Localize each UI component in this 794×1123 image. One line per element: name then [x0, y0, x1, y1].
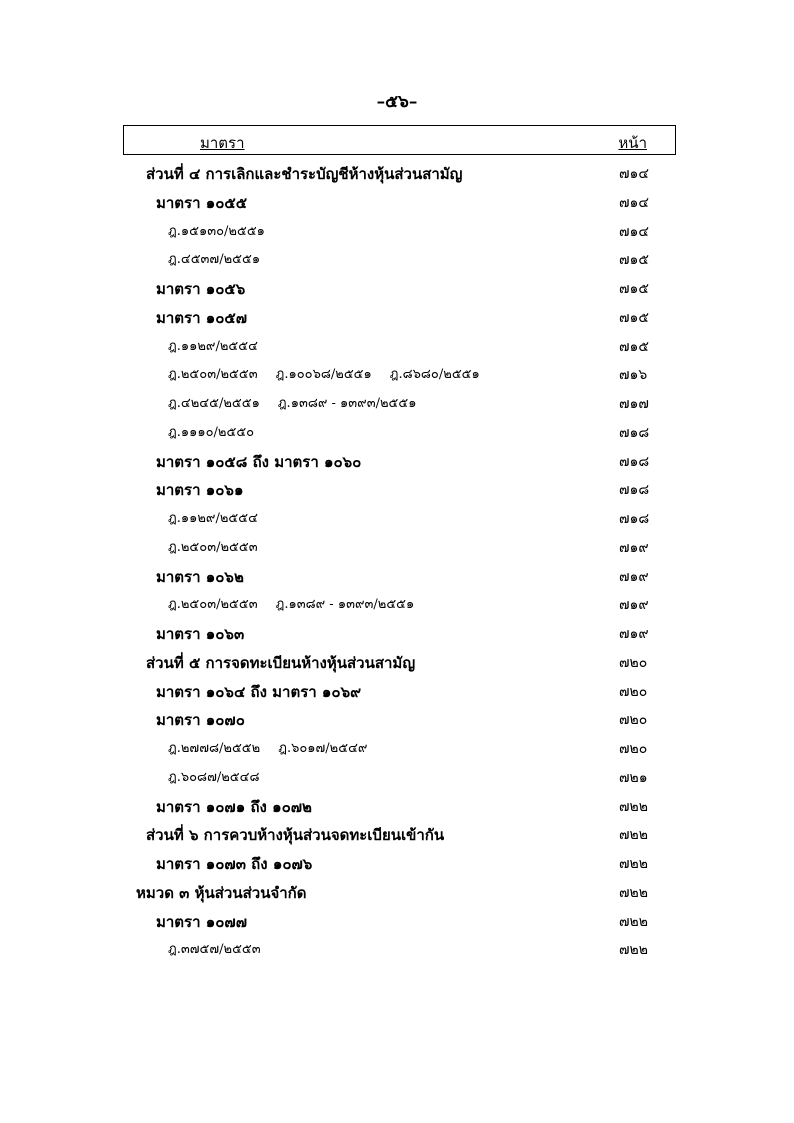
toc-row [0, 536, 794, 560]
toc-entry-label [146, 651, 415, 675]
toc-row [0, 162, 794, 186]
toc-row [0, 306, 794, 330]
toc-entry-label [156, 306, 247, 330]
toc-page-number: ๗๒๐ [619, 741, 648, 757]
toc-page-number: ๗๑๕ [619, 309, 650, 326]
toc-entry-part: มาตรา ๑๐๗๑ ถึง ๑๐๗๒ [156, 797, 312, 816]
toc-page-number: ๗๑๘ [619, 511, 650, 527]
toc-entry-part: ฎ.๑๐๐๖๘/๒๕๕๑ [275, 367, 372, 383]
toc-row [0, 881, 794, 905]
toc-page-number: ๗๑๙ [619, 568, 649, 585]
toc-entry-label [168, 335, 258, 359]
toc-entry-label [146, 162, 462, 186]
toc-row [0, 220, 794, 244]
toc-entry-part: ฎ.๒๗๗๘/๒๕๕๒ [168, 741, 261, 756]
toc-entry-part: ฎ.๖๐๘๗/๒๕๔๘ [168, 769, 260, 785]
toc-row [0, 708, 794, 732]
toc-entry-label [156, 910, 247, 934]
toc-page-number: ๗๑๔ [619, 166, 650, 182]
toc-entry-part: ส่วนที่ ๖ การควบห้างหุ้นส่วนจดทะเบียนเข้ากัน [146, 826, 445, 845]
toc-entry-part: ฎ.๑๑๒๙/๒๕๕๔ [168, 338, 258, 354]
toc-page-number: ๗๑๘ [619, 424, 650, 441]
toc-row [0, 766, 794, 790]
toc-page-number: ๗๑๕ [619, 252, 650, 269]
toc-entry-label [156, 622, 244, 646]
toc-entry-part: มาตรา ๑๐๕๕ [156, 193, 248, 212]
toc-page-number: ๗๒๐ [619, 683, 648, 700]
toc-row [0, 248, 794, 272]
toc-page-number: ๗๒๒ [619, 856, 648, 872]
toc-page-number: ๗๒๒ [619, 798, 648, 815]
toc-page-number: ๗๒๒ [619, 827, 648, 844]
toc-entry-label [168, 593, 414, 617]
toc-entry-part: หมวด ๓ หุ้นส่วนส่วนจำกัด [136, 883, 307, 902]
toc-page-number: ๗๑๔ [619, 194, 650, 211]
header-section-label: มาตรา [200, 134, 245, 152]
toc-row [0, 421, 794, 445]
toc-entry-label [168, 938, 261, 962]
toc-page-number: ๗๒๒ [619, 913, 648, 930]
toc-entry-label [156, 795, 312, 819]
toc-entry-part: ฎ.๑๑๑๐/๒๕๕๐ [168, 424, 255, 440]
toc-entry-part: ฎ.๒๕๐๓/๒๕๕๓ [168, 539, 258, 555]
toc-entry-label [168, 421, 254, 445]
toc-page-number: ๗๑๙ [619, 597, 649, 614]
toc-entry-part: ฎ.๖๐๑๗/๒๕๔๙ [278, 741, 368, 756]
toc-entry-part: ฎ.๑๓๘๙ - ๑๓๙๓/๒๕๕๑ [277, 396, 417, 411]
toc-entry-label [156, 680, 361, 704]
toc-page-number: ๗๒๐ [619, 654, 648, 671]
toc-entry-part: ฎ.๓๗๕๗/๒๕๕๓ [168, 942, 261, 958]
toc-page-number: ๗๒๒ [619, 942, 648, 959]
toc-entry-label [168, 220, 265, 244]
toc-header [123, 125, 676, 155]
toc-entry-part: ฎ.๑๕๑๓๐/๒๕๕๑ [168, 223, 265, 239]
toc-page-number: ๗๑๕ [619, 338, 650, 355]
toc-entry-part: ฎ.๔๕๓๗/๒๕๕๑ [168, 252, 261, 268]
toc-row [0, 680, 794, 704]
toc-entry-part: ฎ.๔๒๔๕/๒๕๕๑ [168, 396, 260, 411]
toc-row [0, 450, 794, 474]
toc-entry-label [156, 565, 244, 589]
toc-entry-label [156, 277, 245, 301]
toc-page-number: ๗๑๙ [619, 539, 649, 556]
toc-row [0, 277, 794, 301]
toc-page-number: ๗๒๐ [619, 712, 648, 729]
toc-entry-part: ส่วนที่ ๕ การจดทะเบียนห้างหุ้นส่วนสามัญ [146, 653, 416, 672]
toc-entry-label [168, 248, 260, 272]
toc-entry-part: มาตรา ๑๐๕๖ [156, 280, 246, 298]
toc-row [0, 593, 794, 617]
toc-page-number: ๗๑๔ [619, 223, 650, 240]
toc-entry-part: ฎ.๒๕๐๓/๒๕๕๓ [168, 367, 258, 383]
toc-page-number: ๗๑๘ [619, 482, 650, 499]
toc-row [0, 910, 794, 934]
toc-entry-label [156, 450, 361, 474]
toc-row [0, 191, 794, 215]
toc-page-number: ๗๑๗ [619, 396, 649, 412]
toc-page-number: ๗๑๘ [619, 453, 650, 470]
toc-row [0, 565, 794, 589]
toc-row [0, 478, 794, 502]
toc-entry-part: มาตรา ๑๐๖๓ [156, 625, 245, 643]
page-number: –๕๖– [376, 92, 418, 112]
toc-entry-part: มาตรา ๑๐๕๗ [156, 308, 248, 327]
toc-page-number: ๗๑๙ [619, 626, 649, 642]
toc-entry-label [156, 191, 247, 215]
toc-page-number: ๗๑๕ [619, 281, 650, 297]
toc-row [0, 392, 794, 416]
toc-row [0, 363, 794, 387]
toc-entry-label [168, 363, 480, 387]
toc-page-number: ๗๑๖ [619, 367, 648, 384]
toc-entry-label [168, 507, 258, 531]
toc-row [0, 507, 794, 531]
toc-entry-label [156, 708, 245, 732]
toc-row [0, 823, 794, 847]
toc-row [0, 852, 794, 876]
toc-entry-label [168, 536, 258, 560]
toc-entry-part: มาตรา ๑๐๖๒ [156, 567, 244, 586]
toc-entry-part: มาตรา ๑๐๗๓ ถึง ๑๐๗๖ [156, 855, 313, 873]
toc-entry-part: มาตรา ๑๐๖๑ [156, 481, 244, 500]
toc-entry-label [146, 823, 444, 847]
toc-entry-part: ฎ.๑๑๒๙/๒๕๕๔ [168, 511, 258, 526]
toc-row [0, 795, 794, 819]
toc-entry-part: ฎ.๒๕๐๓/๒๕๕๓ [168, 597, 258, 613]
toc-entry-part: ส่วนที่ ๔ การเลิกและชำระบัญชีห้างหุ้นส่วนสามัญ [146, 165, 463, 183]
toc-row [0, 938, 794, 962]
toc-entry-part: มาตรา ๑๐๕๘ ถึง มาตรา ๑๐๖๐ [156, 452, 362, 471]
toc-entry-label [168, 737, 367, 761]
toc-row [0, 737, 794, 761]
toc-entry-label [168, 766, 260, 790]
toc-row [0, 335, 794, 359]
toc-entry-label [136, 881, 306, 905]
toc-page-number: ๗๒๒ [619, 884, 648, 901]
toc-row [0, 622, 794, 646]
toc-row [0, 651, 794, 675]
toc-entry-part: ฎ.๘๖๘๐/๒๕๕๑ [389, 367, 480, 383]
toc-entry-part: มาตรา ๑๐๗๗ [156, 912, 247, 931]
toc-entry-label [156, 852, 312, 876]
toc-entry-part: มาตรา ๑๐๖๔ ถึง มาตรา ๑๐๖๙ [156, 682, 362, 701]
toc-page-number: ๗๒๑ [619, 769, 648, 786]
toc-entry-label [156, 478, 243, 502]
toc-entry-label [168, 392, 416, 416]
header-page-label: หน้า [618, 134, 647, 152]
toc-entry-part: ฎ.๑๓๘๙ - ๑๓๙๓/๒๕๕๑ [275, 597, 415, 613]
toc-entry-part: มาตรา ๑๐๗๐ [156, 711, 245, 730]
